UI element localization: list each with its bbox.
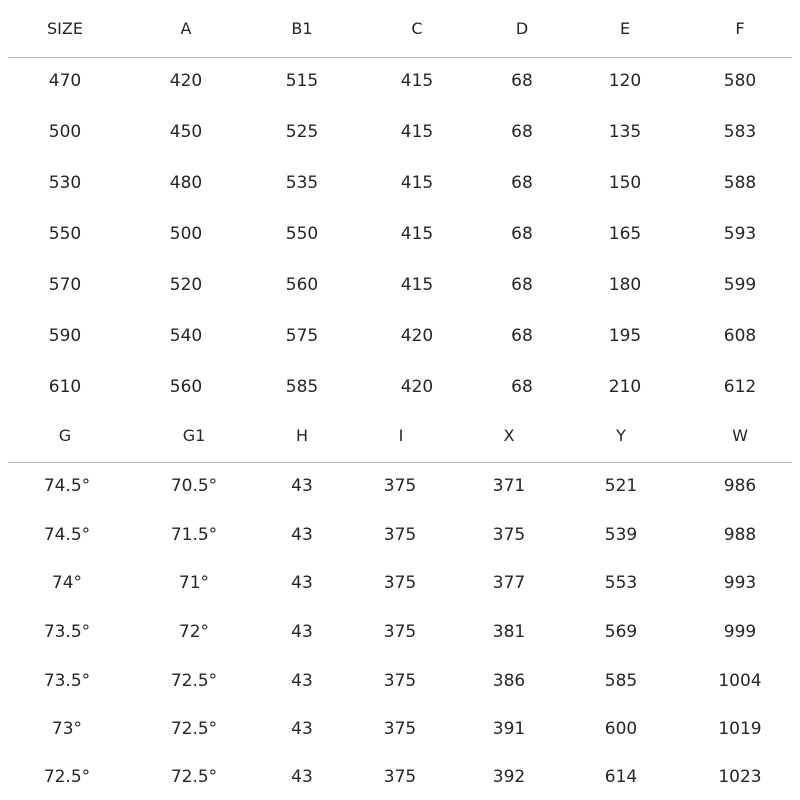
table-row bbox=[0, 762, 800, 792]
cell-b1: 575 bbox=[285, 326, 319, 346]
cell-b1: 525 bbox=[285, 122, 319, 142]
cell-a: 520 bbox=[169, 275, 203, 295]
cell-i: 375 bbox=[383, 767, 417, 787]
cell-e: 150 bbox=[608, 173, 642, 193]
cell-c: 415 bbox=[400, 122, 434, 142]
cell-b1: 585 bbox=[285, 377, 319, 397]
table-row bbox=[0, 321, 800, 351]
cell-g1: 70.5° bbox=[170, 476, 218, 496]
table-row bbox=[0, 270, 800, 300]
cell-f: 580 bbox=[723, 71, 757, 91]
cell-w: 1023 bbox=[718, 767, 762, 787]
cell-x: 381 bbox=[492, 622, 526, 642]
cell-w: 999 bbox=[723, 622, 757, 642]
header-x: X bbox=[503, 426, 515, 445]
cell-d: 68 bbox=[511, 71, 533, 91]
cell-c: 415 bbox=[400, 224, 434, 244]
cell-i: 375 bbox=[383, 525, 417, 545]
table1-header-row bbox=[0, 14, 800, 44]
cell-c: 420 bbox=[400, 326, 434, 346]
table-row bbox=[0, 617, 800, 647]
cell-w: 993 bbox=[723, 573, 757, 593]
header-h: H bbox=[295, 426, 309, 445]
cell-w: 1019 bbox=[718, 719, 762, 739]
table-row bbox=[0, 714, 800, 744]
cell-e: 210 bbox=[608, 377, 642, 397]
cell-g: 73.5° bbox=[43, 671, 91, 691]
cell-g: 74.5° bbox=[43, 525, 91, 545]
cell-b1: 560 bbox=[285, 275, 319, 295]
cell-f: 608 bbox=[723, 326, 757, 346]
header-a: A bbox=[180, 19, 192, 38]
cell-g1: 72.5° bbox=[170, 719, 218, 739]
header-e: E bbox=[619, 19, 631, 38]
cell-c: 415 bbox=[400, 173, 434, 193]
cell-a: 560 bbox=[169, 377, 203, 397]
cell-a: 480 bbox=[169, 173, 203, 193]
cell-h: 43 bbox=[291, 525, 313, 545]
cell-g1: 71.5° bbox=[170, 525, 218, 545]
cell-i: 375 bbox=[383, 573, 417, 593]
cell-f: 599 bbox=[723, 275, 757, 295]
cell-e: 195 bbox=[608, 326, 642, 346]
cell-a: 450 bbox=[169, 122, 203, 142]
cell-g: 72.5° bbox=[43, 767, 91, 787]
header-i: I bbox=[398, 426, 404, 445]
cell-g: 73° bbox=[51, 719, 83, 739]
header-g: G bbox=[58, 426, 72, 445]
cell-size: 530 bbox=[48, 173, 82, 193]
cell-a: 500 bbox=[169, 224, 203, 244]
cell-x: 375 bbox=[492, 525, 526, 545]
cell-x: 377 bbox=[492, 573, 526, 593]
cell-c: 415 bbox=[400, 275, 434, 295]
cell-c: 415 bbox=[400, 71, 434, 91]
cell-h: 43 bbox=[291, 671, 313, 691]
header-size: SIZE bbox=[47, 19, 83, 38]
cell-d: 68 bbox=[511, 377, 533, 397]
cell-size: 590 bbox=[48, 326, 82, 346]
cell-i: 375 bbox=[383, 476, 417, 496]
cell-size: 550 bbox=[48, 224, 82, 244]
cell-y: 614 bbox=[604, 767, 638, 787]
table-row bbox=[0, 66, 800, 96]
cell-w: 986 bbox=[723, 476, 757, 496]
cell-size: 570 bbox=[48, 275, 82, 295]
table-row bbox=[0, 219, 800, 249]
table-row bbox=[0, 471, 800, 501]
table2-divider bbox=[8, 462, 792, 463]
header-f: F bbox=[735, 19, 745, 38]
cell-a: 420 bbox=[169, 71, 203, 91]
cell-c: 420 bbox=[400, 377, 434, 397]
cell-h: 43 bbox=[291, 622, 313, 642]
header-d: D bbox=[515, 19, 529, 38]
cell-h: 43 bbox=[291, 573, 313, 593]
cell-d: 68 bbox=[511, 224, 533, 244]
cell-g1: 72° bbox=[178, 622, 210, 642]
cell-y: 600 bbox=[604, 719, 638, 739]
cell-size: 470 bbox=[48, 71, 82, 91]
cell-x: 386 bbox=[492, 671, 526, 691]
header-w: W bbox=[732, 426, 748, 445]
cell-x: 392 bbox=[492, 767, 526, 787]
cell-e: 120 bbox=[608, 71, 642, 91]
table-row bbox=[0, 372, 800, 402]
cell-w: 988 bbox=[723, 525, 757, 545]
cell-w: 1004 bbox=[718, 671, 762, 691]
cell-h: 43 bbox=[291, 767, 313, 787]
cell-e: 135 bbox=[608, 122, 642, 142]
cell-f: 583 bbox=[723, 122, 757, 142]
cell-f: 593 bbox=[723, 224, 757, 244]
cell-i: 375 bbox=[383, 719, 417, 739]
cell-d: 68 bbox=[511, 326, 533, 346]
cell-g1: 72.5° bbox=[170, 671, 218, 691]
cell-g: 74° bbox=[51, 573, 83, 593]
cell-y: 553 bbox=[604, 573, 638, 593]
cell-g: 74.5° bbox=[43, 476, 91, 496]
cell-g1: 72.5° bbox=[170, 767, 218, 787]
cell-y: 569 bbox=[604, 622, 638, 642]
header-c: C bbox=[411, 19, 423, 38]
cell-x: 391 bbox=[492, 719, 526, 739]
cell-f: 612 bbox=[723, 377, 757, 397]
cell-g: 73.5° bbox=[43, 622, 91, 642]
table-row bbox=[0, 117, 800, 147]
table-row bbox=[0, 666, 800, 696]
cell-b1: 535 bbox=[285, 173, 319, 193]
cell-e: 165 bbox=[608, 224, 642, 244]
cell-h: 43 bbox=[291, 719, 313, 739]
cell-d: 68 bbox=[511, 275, 533, 295]
cell-g1: 71° bbox=[178, 573, 210, 593]
cell-x: 371 bbox=[492, 476, 526, 496]
cell-y: 521 bbox=[604, 476, 638, 496]
cell-b1: 550 bbox=[285, 224, 319, 244]
cell-y: 539 bbox=[604, 525, 638, 545]
table-row bbox=[0, 168, 800, 198]
cell-a: 540 bbox=[169, 326, 203, 346]
header-g1: G1 bbox=[182, 426, 206, 445]
cell-y: 585 bbox=[604, 671, 638, 691]
cell-i: 375 bbox=[383, 622, 417, 642]
cell-d: 68 bbox=[511, 122, 533, 142]
table-row bbox=[0, 520, 800, 550]
header-y: Y bbox=[616, 426, 626, 445]
cell-d: 68 bbox=[511, 173, 533, 193]
table2-header-row bbox=[0, 421, 800, 451]
cell-size: 500 bbox=[48, 122, 82, 142]
cell-b1: 515 bbox=[285, 71, 319, 91]
cell-size: 610 bbox=[48, 377, 82, 397]
cell-e: 180 bbox=[608, 275, 642, 295]
table1-divider bbox=[8, 57, 792, 58]
header-b1: B1 bbox=[291, 19, 313, 38]
table-row bbox=[0, 568, 800, 598]
cell-h: 43 bbox=[291, 476, 313, 496]
cell-i: 375 bbox=[383, 671, 417, 691]
cell-f: 588 bbox=[723, 173, 757, 193]
